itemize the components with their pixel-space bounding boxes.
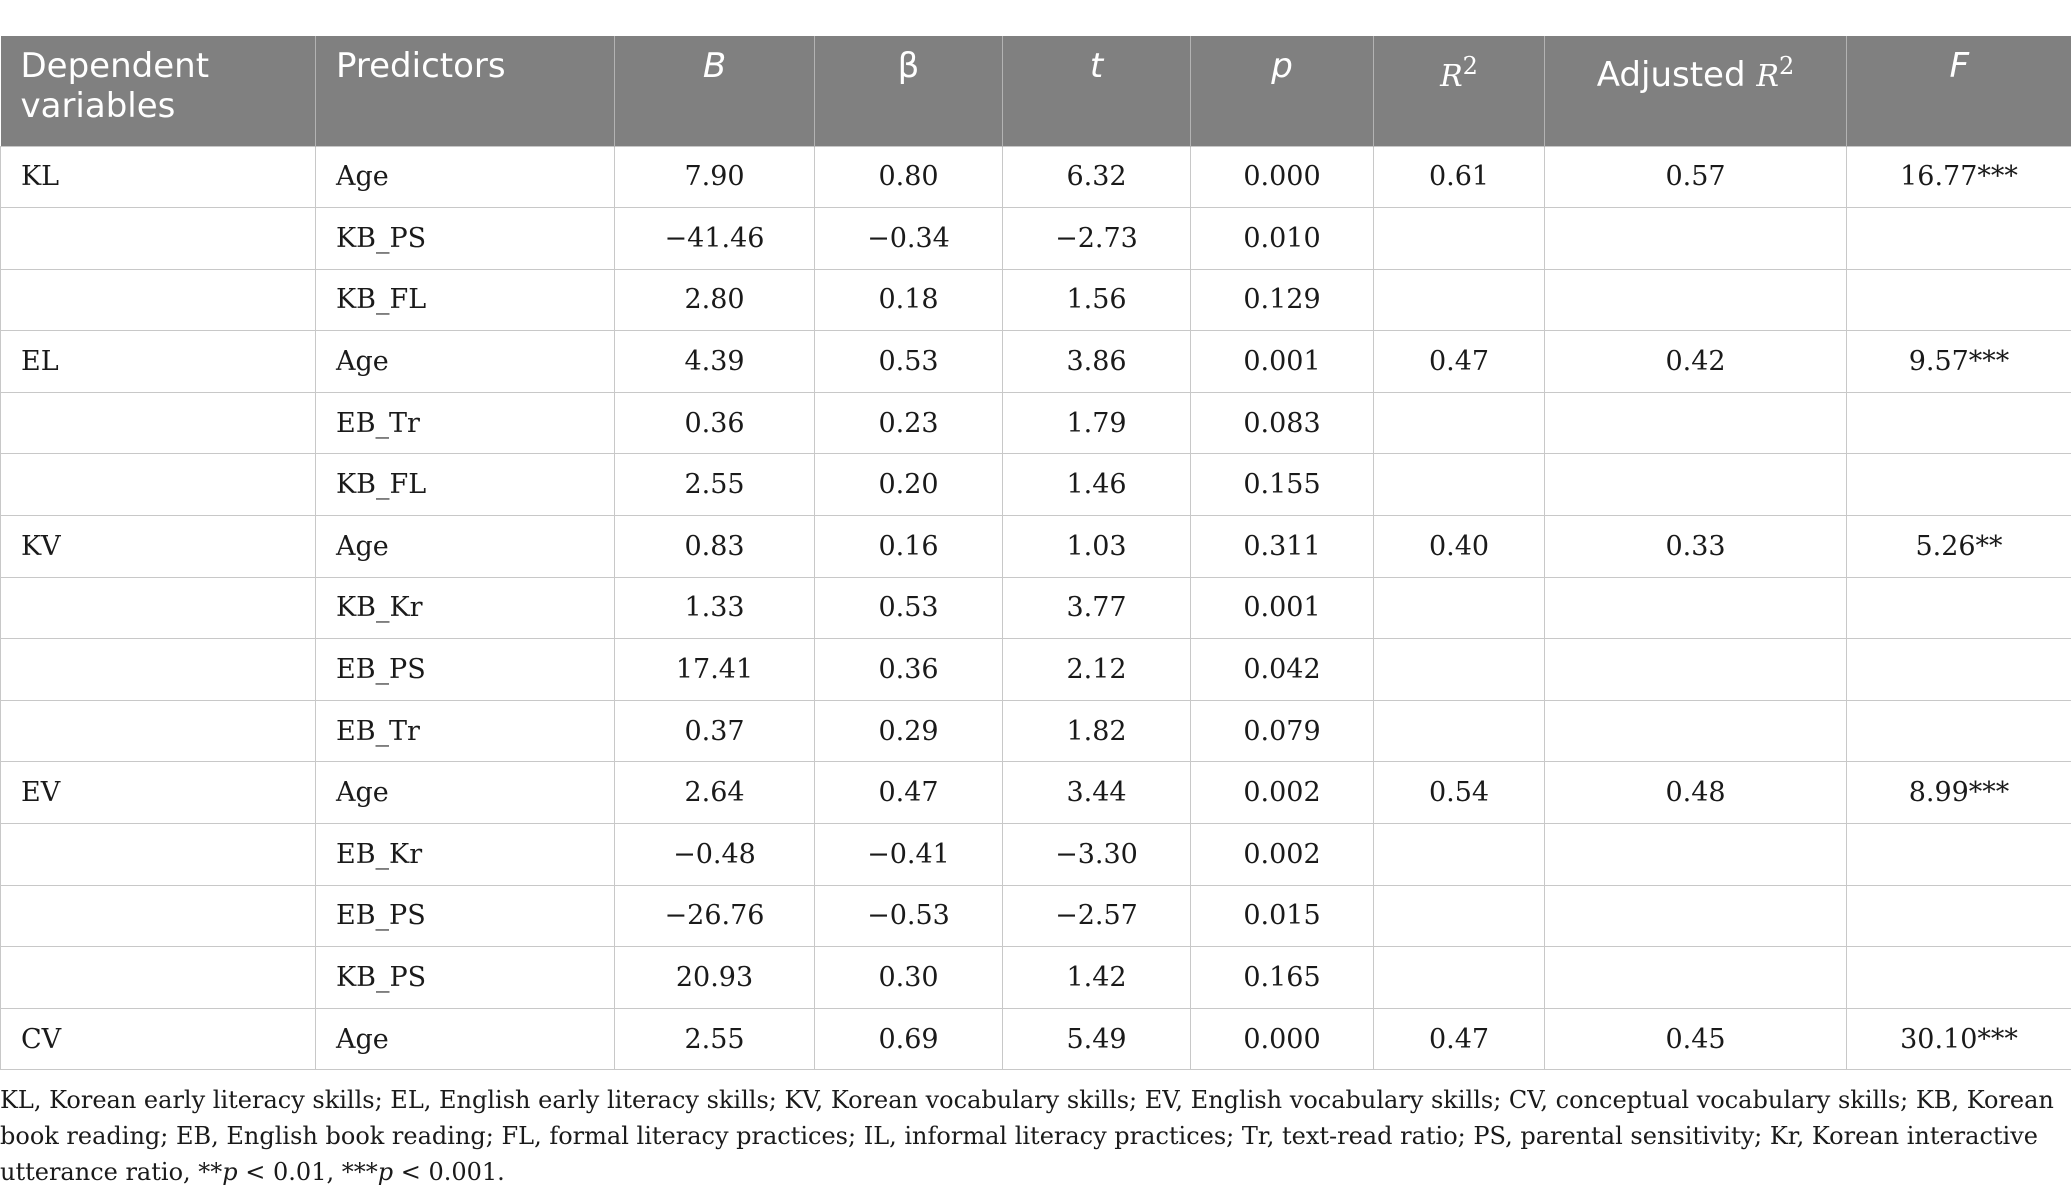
cell-f: 16.77***: [1847, 146, 2071, 208]
cell-t: 3.44: [1003, 762, 1191, 824]
table-row: [1, 639, 2071, 701]
cell-t: 1.56: [1003, 269, 1191, 331]
cell-predictor: EB_Kr: [316, 824, 615, 886]
cell-p: 0.010: [1191, 208, 1374, 270]
table-body: [1, 146, 2071, 1070]
cell-dependent-variable: [1, 454, 316, 516]
cell-beta: 0.23: [815, 392, 1003, 454]
cell-t: 1.46: [1003, 454, 1191, 516]
table-row: [1, 269, 2071, 331]
cell-r-squared: 0.47: [1374, 1008, 1545, 1070]
cell-p: 0.165: [1191, 947, 1374, 1009]
cell-beta: −0.41: [815, 824, 1003, 886]
cell-dependent-variable: [1, 639, 316, 701]
cell-f: [1847, 392, 2071, 454]
cell-r-squared: 0.47: [1374, 331, 1545, 393]
cell-dependent-variable: [1, 208, 316, 270]
cell-f: 8.99***: [1847, 762, 2071, 824]
cell-p: 0.000: [1191, 1008, 1374, 1070]
cell-f: [1847, 208, 2071, 270]
cell-b: 20.93: [615, 947, 815, 1009]
cell-adjusted-r-squared: [1545, 700, 1847, 762]
cell-p: 0.002: [1191, 824, 1374, 886]
cell-predictor: Age: [316, 331, 615, 393]
cell-dependent-variable: [1, 269, 316, 331]
cell-r-squared: [1374, 824, 1545, 886]
cell-dependent-variable: EV: [1, 762, 316, 824]
cell-predictor: KB_PS: [316, 947, 615, 1009]
cell-p: 0.311: [1191, 516, 1374, 578]
table-row: [1, 1008, 2071, 1070]
cell-beta: 0.47: [815, 762, 1003, 824]
cell-t: −2.57: [1003, 885, 1191, 947]
header-adjusted-r-squared: Adjusted $R^2$: [1545, 36, 1847, 146]
cell-predictor: EB_Tr: [316, 392, 615, 454]
header-b: B: [615, 36, 815, 146]
cell-t: 1.79: [1003, 392, 1191, 454]
cell-p: 0.042: [1191, 639, 1374, 701]
cell-r-squared: [1374, 208, 1545, 270]
cell-adjusted-r-squared: 0.57: [1545, 146, 1847, 208]
cell-beta: 0.80: [815, 146, 1003, 208]
cell-t: 5.49: [1003, 1008, 1191, 1070]
cell-f: [1847, 885, 2071, 947]
cell-adjusted-r-squared: 0.48: [1545, 762, 1847, 824]
cell-beta: 0.53: [815, 577, 1003, 639]
cell-b: 2.80: [615, 269, 815, 331]
cell-t: 3.77: [1003, 577, 1191, 639]
table-row: [1, 146, 2071, 208]
cell-t: 2.12: [1003, 639, 1191, 701]
cell-dependent-variable: KV: [1, 516, 316, 578]
cell-f: [1847, 824, 2071, 886]
cell-p: 0.001: [1191, 331, 1374, 393]
cell-r-squared: 0.54: [1374, 762, 1545, 824]
table-header: [1, 36, 2071, 146]
cell-t: −2.73: [1003, 208, 1191, 270]
cell-beta: 0.36: [815, 639, 1003, 701]
table-row: [1, 454, 2071, 516]
cell-b: 1.33: [615, 577, 815, 639]
cell-r-squared: [1374, 454, 1545, 516]
cell-t: 1.82: [1003, 700, 1191, 762]
regression-table-container: [0, 36, 2071, 1070]
cell-t: −3.30: [1003, 824, 1191, 886]
cell-beta: −0.34: [815, 208, 1003, 270]
cell-predictor: EB_PS: [316, 639, 615, 701]
cell-r-squared: 0.61: [1374, 146, 1545, 208]
cell-predictor: KB_FL: [316, 269, 615, 331]
cell-p: 0.000: [1191, 146, 1374, 208]
table-row: [1, 947, 2071, 1009]
cell-r-squared: [1374, 700, 1545, 762]
cell-adjusted-r-squared: [1545, 885, 1847, 947]
table-footnote: KL, Korean early literacy skills; EL, English early literacy skills; KV, Korean vocabulary skills; EV, English vocabulary skills; CV, conceptual vocabulary skills; KB, Korean book reading; EB, English book reading; FL, formal literacy practices; IL, informal literacy practices; Tr, text-read ratio; PS, parental sensitivity; Kr, Korean interactive utterance ratio, **p < 0.01, ***p < 0.001.: [0, 1082, 2071, 1190]
cell-r-squared: [1374, 947, 1545, 1009]
table-row: [1, 577, 2071, 639]
cell-f: 5.26**: [1847, 516, 2071, 578]
table-row: [1, 516, 2071, 578]
cell-dependent-variable: [1, 947, 316, 1009]
cell-t: 6.32: [1003, 146, 1191, 208]
cell-adjusted-r-squared: [1545, 454, 1847, 516]
cell-r-squared: [1374, 392, 1545, 454]
cell-f: [1847, 947, 2071, 1009]
header-r-squared: $R^2$: [1374, 36, 1545, 146]
cell-adjusted-r-squared: [1545, 208, 1847, 270]
cell-f: [1847, 454, 2071, 516]
cell-predictor: EB_PS: [316, 885, 615, 947]
cell-adjusted-r-squared: [1545, 269, 1847, 331]
table-row: [1, 700, 2071, 762]
cell-b: 4.39: [615, 331, 815, 393]
cell-f: 9.57***: [1847, 331, 2071, 393]
cell-adjusted-r-squared: 0.33: [1545, 516, 1847, 578]
table-row: [1, 885, 2071, 947]
cell-beta: 0.53: [815, 331, 1003, 393]
cell-b: 0.83: [615, 516, 815, 578]
header-t: t: [1003, 36, 1191, 146]
cell-beta: 0.16: [815, 516, 1003, 578]
header-f: F: [1847, 36, 2071, 146]
cell-beta: 0.18: [815, 269, 1003, 331]
cell-p: 0.002: [1191, 762, 1374, 824]
cell-t: 1.42: [1003, 947, 1191, 1009]
cell-dependent-variable: [1, 392, 316, 454]
header-dependent-variables: Dependent variables: [1, 36, 316, 146]
cell-dependent-variable: [1, 824, 316, 886]
cell-f: 30.10***: [1847, 1008, 2071, 1070]
cell-r-squared: [1374, 269, 1545, 331]
header-p: p: [1191, 36, 1374, 146]
header-beta: β: [815, 36, 1003, 146]
cell-b: −0.48: [615, 824, 815, 886]
cell-p: 0.015: [1191, 885, 1374, 947]
cell-predictor: Age: [316, 762, 615, 824]
cell-r-squared: [1374, 639, 1545, 701]
cell-dependent-variable: [1, 885, 316, 947]
cell-p: 0.129: [1191, 269, 1374, 331]
cell-f: [1847, 639, 2071, 701]
cell-b: 0.36: [615, 392, 815, 454]
header-predictors: Predictors: [316, 36, 615, 146]
cell-adjusted-r-squared: [1545, 947, 1847, 1009]
cell-predictor: KB_FL: [316, 454, 615, 516]
table-row: [1, 208, 2071, 270]
cell-predictor: Age: [316, 1008, 615, 1070]
cell-predictor: Age: [316, 146, 615, 208]
cell-p: 0.155: [1191, 454, 1374, 516]
cell-dependent-variable: KL: [1, 146, 316, 208]
cell-r-squared: 0.40: [1374, 516, 1545, 578]
table-row: [1, 331, 2071, 393]
cell-dependent-variable: [1, 700, 316, 762]
cell-f: [1847, 700, 2071, 762]
cell-r-squared: [1374, 577, 1545, 639]
cell-p: 0.083: [1191, 392, 1374, 454]
cell-b: 2.55: [615, 1008, 815, 1070]
cell-b: 17.41: [615, 639, 815, 701]
cell-beta: 0.29: [815, 700, 1003, 762]
cell-predictor: KB_Kr: [316, 577, 615, 639]
cell-beta: −0.53: [815, 885, 1003, 947]
cell-f: [1847, 577, 2071, 639]
cell-r-squared: [1374, 885, 1545, 947]
cell-dependent-variable: CV: [1, 1008, 316, 1070]
cell-beta: 0.30: [815, 947, 1003, 1009]
cell-adjusted-r-squared: [1545, 639, 1847, 701]
cell-dependent-variable: [1, 577, 316, 639]
table-row: [1, 824, 2071, 886]
cell-b: −26.76: [615, 885, 815, 947]
cell-b: 0.37: [615, 700, 815, 762]
table-row: [1, 392, 2071, 454]
cell-t: 3.86: [1003, 331, 1191, 393]
cell-adjusted-r-squared: 0.45: [1545, 1008, 1847, 1070]
cell-predictor: KB_PS: [316, 208, 615, 270]
cell-p: 0.079: [1191, 700, 1374, 762]
cell-t: 1.03: [1003, 516, 1191, 578]
regression-table: [0, 36, 2071, 1070]
cell-beta: 0.69: [815, 1008, 1003, 1070]
cell-adjusted-r-squared: 0.42: [1545, 331, 1847, 393]
cell-predictor: Age: [316, 516, 615, 578]
cell-predictor: EB_Tr: [316, 700, 615, 762]
cell-adjusted-r-squared: [1545, 824, 1847, 886]
cell-adjusted-r-squared: [1545, 577, 1847, 639]
cell-f: [1847, 269, 2071, 331]
cell-dependent-variable: EL: [1, 331, 316, 393]
cell-beta: 0.20: [815, 454, 1003, 516]
cell-b: 2.64: [615, 762, 815, 824]
cell-b: 7.90: [615, 146, 815, 208]
cell-b: 2.55: [615, 454, 815, 516]
cell-p: 0.001: [1191, 577, 1374, 639]
cell-b: −41.46: [615, 208, 815, 270]
cell-adjusted-r-squared: [1545, 392, 1847, 454]
table-row: [1, 762, 2071, 824]
header-row: [1, 36, 2071, 146]
